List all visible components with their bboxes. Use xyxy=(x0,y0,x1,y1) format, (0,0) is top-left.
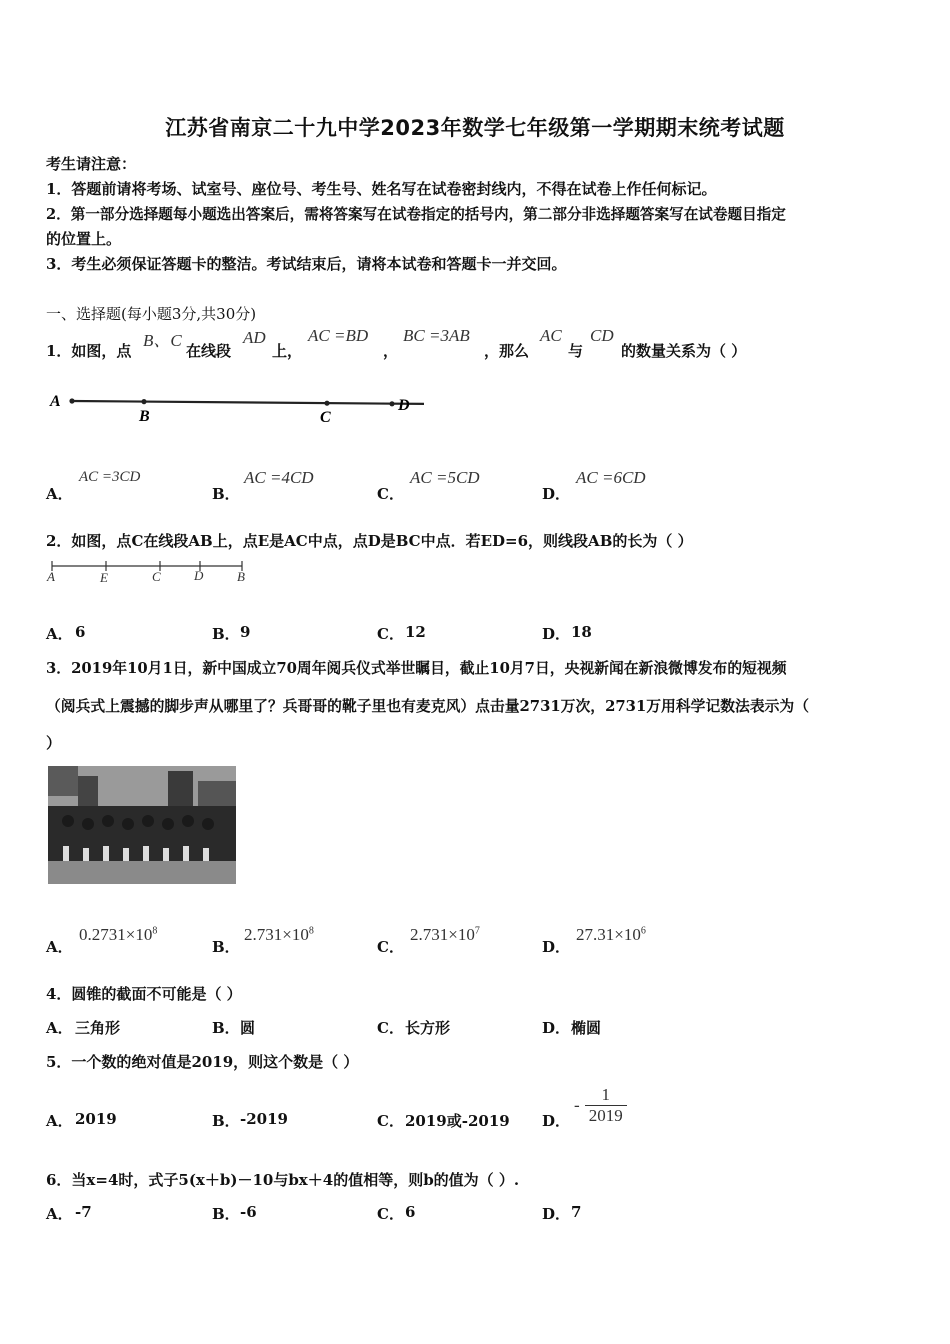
q1-option-c-letter: C． xyxy=(377,485,404,503)
q5-option-d-sign: - xyxy=(574,1095,580,1115)
q3-option-c-base: 2.731×10 xyxy=(410,925,475,944)
q5-option-d-numerator: 1 xyxy=(585,1085,627,1106)
q3-parade-photo xyxy=(48,766,236,884)
q3-line-1: 3．2019年10月1日，新中国成立70周年阅兵仪式举世瞩目，截止10月7日，央视新闻在新浪微博发布的短视频 xyxy=(46,660,787,677)
q3-option-c-letter: C． xyxy=(377,938,404,956)
q1-label-b: B xyxy=(139,408,150,425)
q4-option-a-letter: A． xyxy=(46,1019,73,1037)
q1-option-b-letter: B． xyxy=(212,485,240,503)
q1-equation-2: BC =3AB xyxy=(403,326,470,345)
q4-option-d: 椭圆 xyxy=(571,1019,602,1037)
q1-option-a: AC =3CD xyxy=(79,469,141,485)
q4-option-c-letter: C． xyxy=(377,1019,404,1037)
q2-label-a: A xyxy=(47,569,55,584)
q3-option-d xyxy=(576,925,646,945)
q2-option-c-letter: C． xyxy=(377,625,404,643)
q1-option-b: AC =4CD xyxy=(244,468,314,487)
q2-option-c: 12 xyxy=(405,623,426,641)
q2-option-a-letter: A． xyxy=(46,625,73,643)
q1-label-c: C xyxy=(320,409,331,426)
q5-option-d xyxy=(574,1085,627,1126)
q3-option-b-letter: B． xyxy=(212,938,240,956)
page-title: 江苏省南京二十九中学2023年数学七年级第一学期期末统考试题 xyxy=(165,116,785,140)
q6-option-d-letter: D． xyxy=(542,1205,571,1223)
q1-text-1: 在线段 xyxy=(186,342,232,360)
q5-option-d-denominator: 2019 xyxy=(588,1106,623,1125)
q5-option-b-letter: B． xyxy=(212,1112,240,1130)
q6-option-d: 7 xyxy=(571,1203,582,1221)
q1-line-segment xyxy=(72,401,424,404)
q3-line-3: ） xyxy=(46,734,62,752)
q2-option-d-letter: D． xyxy=(542,625,571,643)
q5-option-a: 2019 xyxy=(75,1110,117,1128)
q1-point-c xyxy=(324,401,329,406)
q2-option-b-letter: B． xyxy=(212,625,240,643)
q3-option-c xyxy=(410,925,480,945)
q3-option-d-exp: 6 xyxy=(640,925,646,937)
q2-option-d: 18 xyxy=(571,623,592,641)
q1-cd: CD xyxy=(590,326,614,345)
q1-point-b xyxy=(141,399,146,404)
q5-option-c: 2019或-2019 xyxy=(405,1112,510,1130)
q3-option-c-exp: 7 xyxy=(474,925,480,937)
q1-point-a xyxy=(69,398,74,403)
q2-line-figure xyxy=(44,558,264,588)
q1-text-5: 的数量关系为（ ） xyxy=(621,342,747,360)
q1-text-2: 上， xyxy=(272,342,303,360)
q3-option-a-letter: A． xyxy=(46,938,73,956)
notice-line-2b: 的位置上。 xyxy=(46,230,122,248)
q1-line-figure xyxy=(44,386,424,426)
notice-line-3: 3．考生必须保证答题卡的整洁。考试结束后，请将本试卷和答题卡一并交回。 xyxy=(46,255,567,273)
q3-option-a-exp: 8 xyxy=(152,925,158,937)
q1-label-d: D xyxy=(398,397,410,414)
q6-option-c-letter: C． xyxy=(377,1205,404,1223)
notice-line-2a: 2．第一部分选择题每小题选出答案后，需将答案写在试卷指定的括号内，第二部分非选择题答案写在试卷题目指定 xyxy=(46,206,786,223)
q5-option-a-letter: A． xyxy=(46,1112,73,1130)
q5-option-d-fraction xyxy=(585,1085,627,1126)
q5-text: 5．一个数的绝对值是2019，则这个数是（ ） xyxy=(46,1053,359,1071)
q3-option-a-base: 0.2731×10 xyxy=(79,925,153,944)
q1-option-d: AC =6CD xyxy=(576,468,646,487)
q1-points: B、C xyxy=(143,331,182,350)
q1-option-d-letter: D． xyxy=(542,485,571,503)
q4-option-c: 长方形 xyxy=(405,1019,451,1037)
q6-option-b-letter: B． xyxy=(212,1205,240,1223)
q3-option-b-exp: 8 xyxy=(308,925,314,937)
q1-prefix: 1．如图，点 xyxy=(46,342,132,360)
q1-text-3: ，那么 xyxy=(484,342,530,360)
q3-option-b-base: 2.731×10 xyxy=(244,925,309,944)
q4-text: 4．圆锥的截面不可能是（ ） xyxy=(46,985,242,1003)
notice-line-1: 1．答题前请将考场、试室号、座位号、考生号、姓名写在试卷密封线内，不得在试卷上作任何标记。 xyxy=(46,180,717,198)
q5-option-c-letter: C． xyxy=(377,1112,404,1130)
q1-comma: ， xyxy=(383,342,399,360)
q1-equation-1: AC =BD xyxy=(308,326,369,345)
q5-option-d-letter: D． xyxy=(542,1112,571,1130)
q4-option-a: 三角形 xyxy=(75,1019,121,1037)
q1-option-c: AC =5CD xyxy=(410,468,480,487)
q6-option-b: -6 xyxy=(240,1203,257,1221)
notice-heading: 考生请注意： xyxy=(46,155,137,173)
q4-option-b: 圆 xyxy=(240,1019,256,1037)
q3-option-d-base: 27.31×10 xyxy=(576,925,641,944)
section-heading: 一、选择题(每小题3分,共30分) xyxy=(46,305,257,323)
q1-label-a: A xyxy=(50,393,61,410)
q6-option-a-letter: A． xyxy=(46,1205,73,1223)
q2-label-c: C xyxy=(152,569,161,584)
q4-option-d-letter: D． xyxy=(542,1019,571,1037)
q3-option-d-letter: D． xyxy=(542,938,571,956)
q1-ac: AC xyxy=(540,326,562,345)
q3-option-b xyxy=(244,925,314,945)
q2-label-e: E xyxy=(100,570,108,585)
q2-label-b: B xyxy=(237,569,245,584)
q6-option-a: -7 xyxy=(75,1203,92,1221)
q1-point-d xyxy=(389,401,394,406)
q6-option-c: 6 xyxy=(405,1203,416,1221)
q1-option-a-letter: A． xyxy=(46,485,73,503)
q3-option-a xyxy=(79,925,157,945)
q2-label-d: D xyxy=(194,568,204,583)
q1-text-4: 与 xyxy=(568,342,584,360)
q5-option-b: -2019 xyxy=(240,1110,288,1128)
q6-text: 6．当x=4时，式子5(x＋b)－10与bx＋4的值相等，则b的值为（ ）. xyxy=(46,1171,520,1189)
q2-text: 2．如图，点C在线段AB上，点E是AC中点，点D是BC中点．若ED=6，则线段AB的长为（ ） xyxy=(46,532,693,550)
q2-option-b: 9 xyxy=(240,623,251,641)
q3-line-2: （阅兵式上震撼的脚步声从哪里了？兵哥哥的靴子里也有麦克风）点击量2731万次，2731万用科学记数法表示为（ xyxy=(46,698,810,715)
q1-segment: AD xyxy=(243,328,266,347)
q4-option-b-letter: B． xyxy=(212,1019,240,1037)
q2-option-a: 6 xyxy=(75,623,86,641)
